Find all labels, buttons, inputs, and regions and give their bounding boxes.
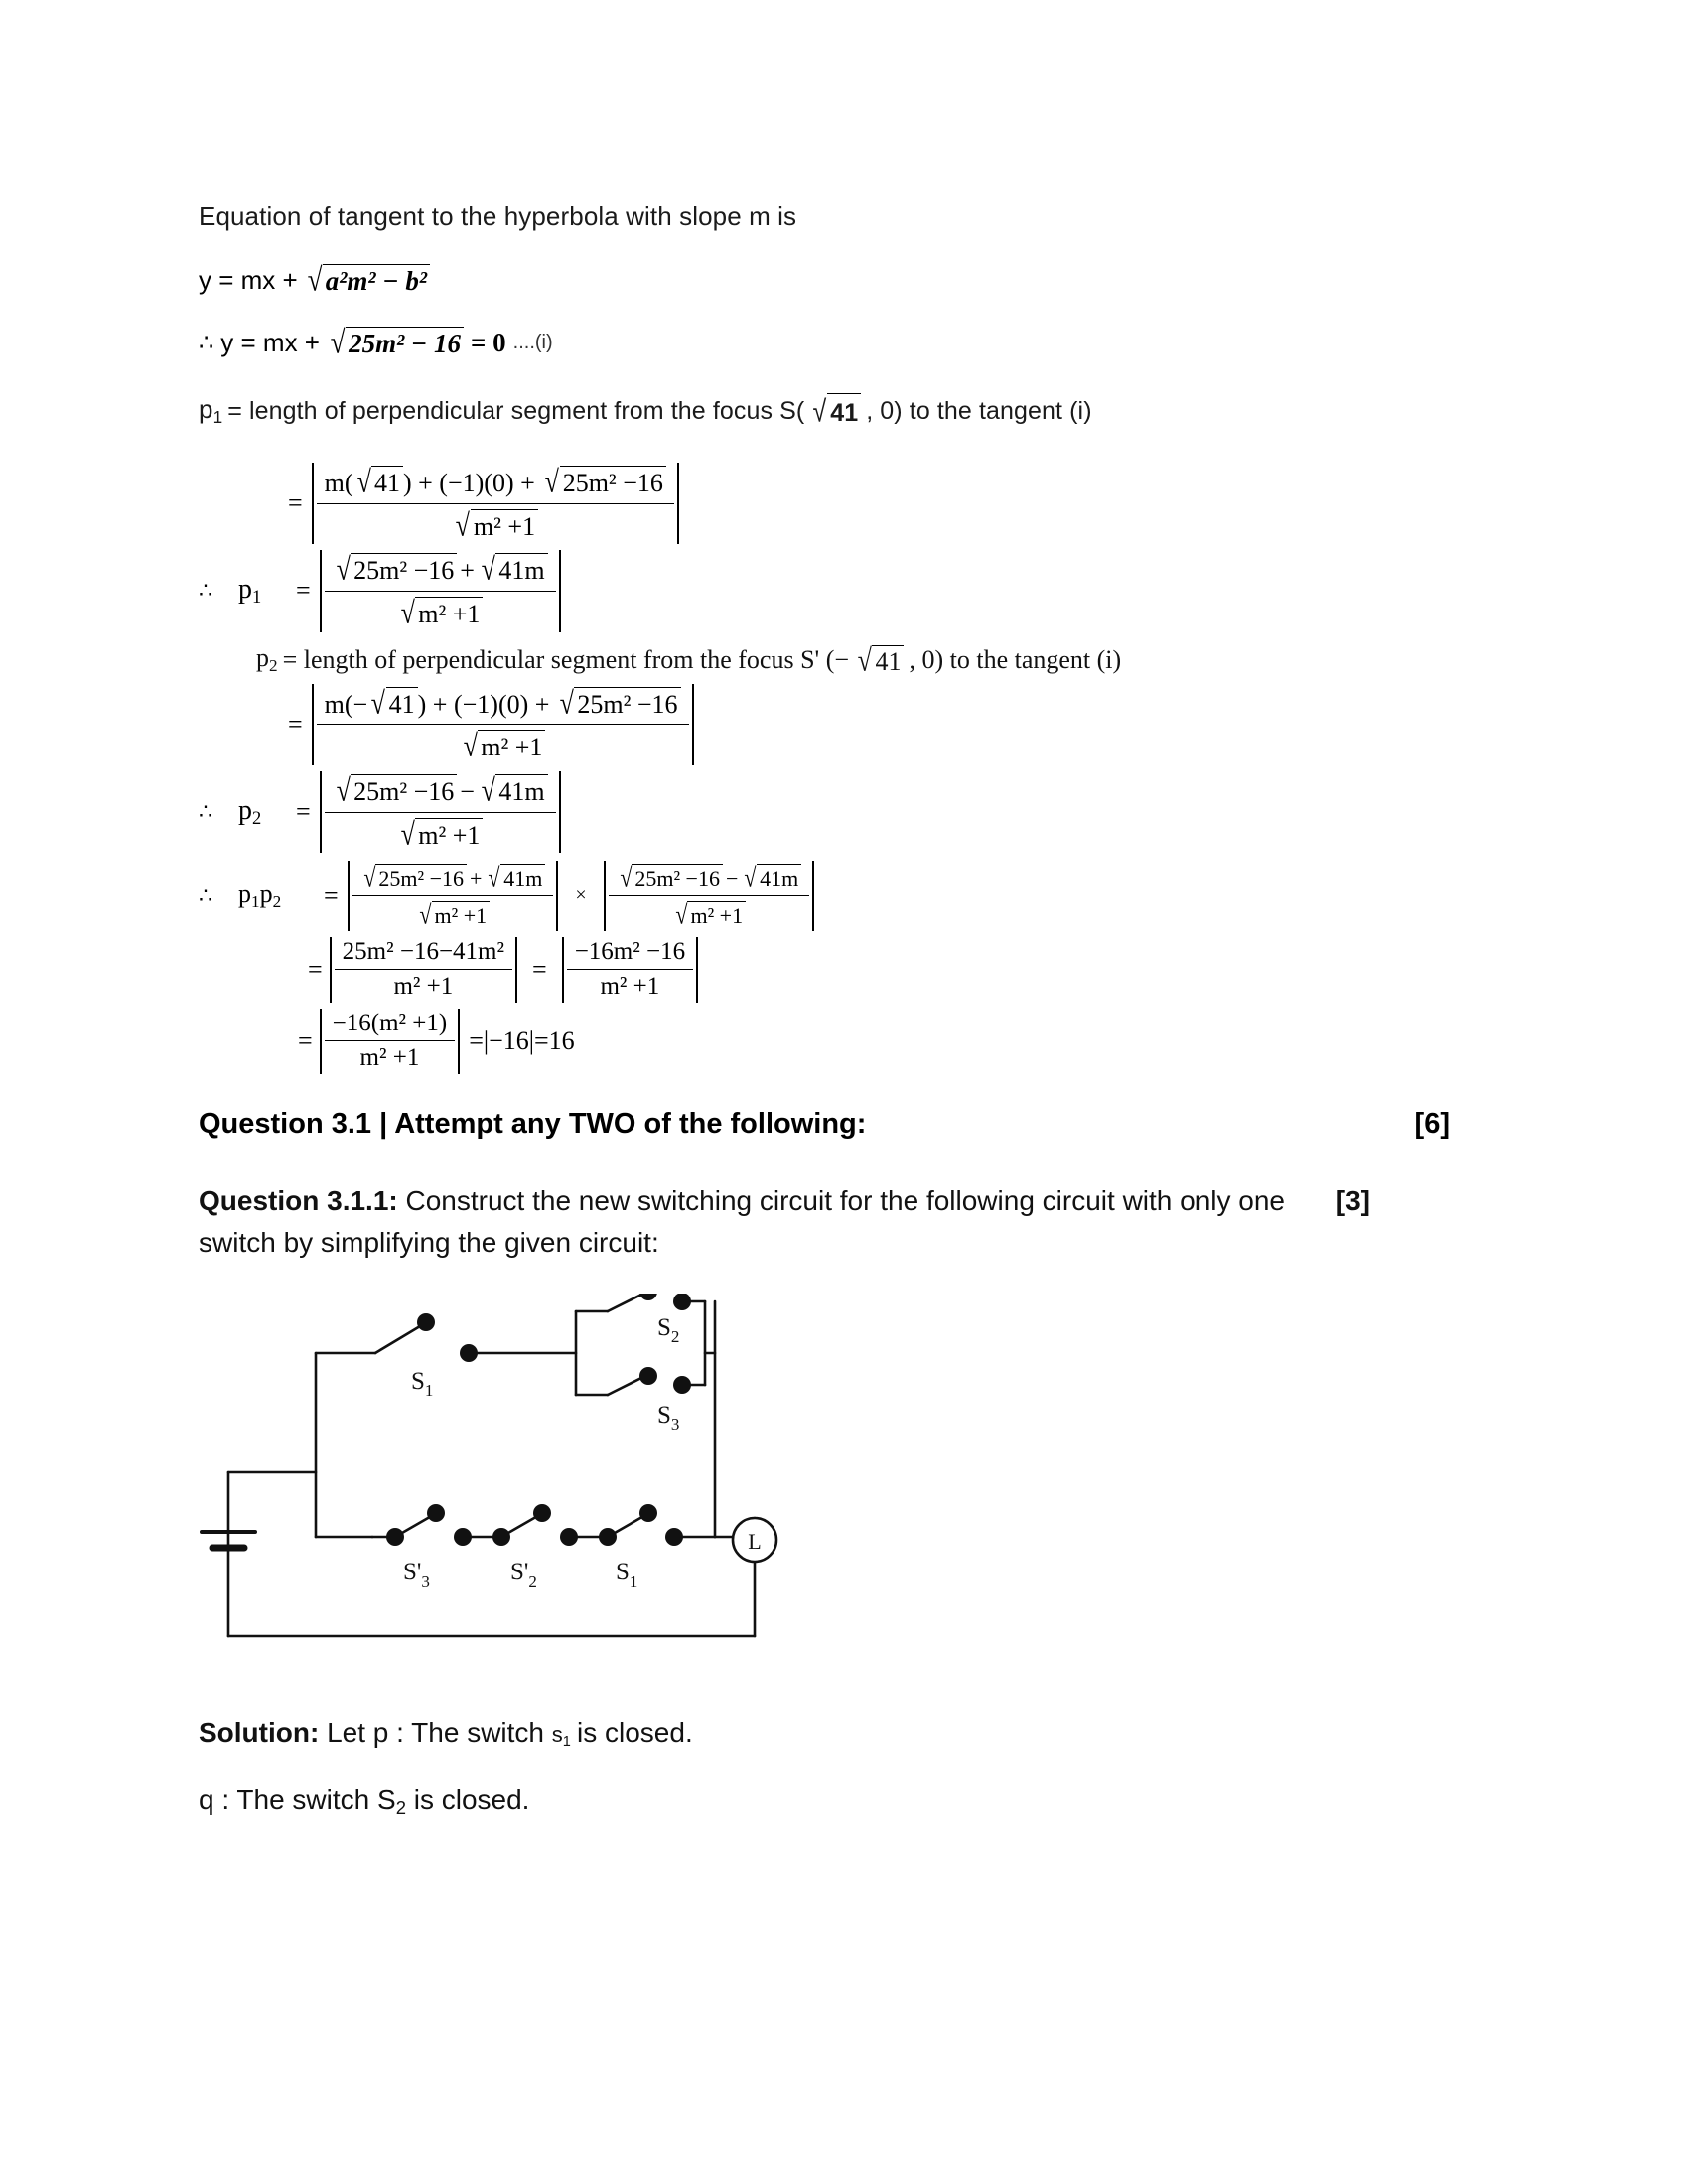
- radicand-text: 41: [827, 393, 861, 431]
- sqrt-a2m2-b2: [304, 262, 430, 299]
- radicand-text: 41: [872, 645, 904, 677]
- abs-bar-left: [312, 684, 314, 765]
- abs-bar-left: [330, 937, 332, 1003]
- abs-inner: [325, 1009, 456, 1074]
- radicand-text: m² +1: [432, 901, 491, 930]
- equals-sign: =: [308, 954, 323, 984]
- therefore-symbol-4: ∴: [199, 883, 212, 908]
- product-step2-row: [308, 937, 1450, 1003]
- abs-bar-left: [320, 550, 322, 631]
- radical-sign-icon: √: [400, 595, 415, 630]
- fraction-product-right: [609, 861, 810, 930]
- sqrt-41m: [741, 861, 801, 893]
- fraction-p2-result: [325, 771, 556, 853]
- fraction-numerator: [325, 771, 556, 813]
- p2-definition-text-before: = length of perpendicular segment from the focus S' (−: [282, 644, 850, 674]
- fraction-denominator: [609, 896, 810, 931]
- sqrt-25m2-16: [617, 861, 723, 893]
- fraction-numerator: [609, 861, 810, 896]
- radical-sign-icon: √: [370, 685, 386, 721]
- fraction-denominator: m² +1: [600, 973, 660, 1001]
- question-31-title: Question 3.1 | Attempt any TWO of the following:: [199, 1107, 867, 1140]
- p2-result-row: [199, 771, 1450, 853]
- fraction-step3: [325, 1009, 456, 1074]
- p1-label: $p_1$: [199, 394, 223, 428]
- abs-inner: [567, 937, 693, 1003]
- radicand-text: 41m: [500, 864, 545, 892]
- fraction-numerator: [352, 861, 554, 896]
- label-s3-prime: $S'_3$: [403, 1558, 430, 1591]
- radical-sign-icon: √: [463, 728, 478, 763]
- sqrt-25m2-16: [327, 325, 464, 361]
- p2-definition-text-after: , 0) to the tangent (i): [909, 644, 1122, 674]
- fraction-step2-right: [567, 937, 693, 1003]
- radical-sign-icon: √: [812, 394, 827, 429]
- radical-sign-icon: √: [456, 507, 471, 543]
- radicand-text: m² +1: [471, 509, 538, 543]
- fraction-denominator: [352, 896, 554, 931]
- lamp-label: L: [748, 1528, 762, 1554]
- abs-bar-right: [692, 684, 694, 765]
- sqrt-41-focus: [809, 389, 861, 433]
- switching-circuit-diagram: [199, 1294, 1450, 1686]
- eq-tangent-lhs: y = mx +: [199, 264, 298, 295]
- radical-sign-icon: √: [619, 862, 633, 892]
- abs-bar-right: [677, 463, 679, 544]
- abs-bar-left: [348, 861, 350, 930]
- sqrt-25m2-16: [556, 684, 681, 723]
- p1-result-row: [199, 550, 1450, 631]
- abs-bar-right: [559, 771, 561, 853]
- abs-bar-left: [562, 937, 564, 1003]
- radicand-text: a²m² − b²: [323, 264, 430, 297]
- fraction-numerator: 25m² −16−41m²: [335, 937, 512, 971]
- eq-specific-lhs: y = mx +: [220, 327, 320, 357]
- num-part-1: m(: [324, 468, 353, 497]
- final-result-text: =|−16|=16: [469, 1025, 575, 1055]
- abs-bar-left: [320, 1009, 322, 1074]
- p1-result-label: $p_1$: [238, 574, 262, 608]
- intro-text: Equation of tangent to the hyperbola with slope m is: [199, 202, 797, 231]
- radical-sign-icon: √: [307, 262, 323, 299]
- absolute-value-group: [309, 463, 682, 544]
- abs-bar-right: [515, 937, 517, 1003]
- operator-sign: +: [470, 866, 483, 891]
- circuit-terminal-dots: [386, 1294, 691, 1546]
- radicand-text: 41m: [495, 774, 547, 808]
- sqrt-41m: [485, 861, 545, 893]
- fraction-p1-result: [325, 550, 556, 631]
- question-311-block: [199, 1180, 1370, 1264]
- equals-sign: =: [296, 797, 311, 827]
- radicand-text: m² +1: [687, 901, 746, 930]
- radicand-text: 25m² −16: [375, 864, 467, 892]
- sqrt-25m2-16: [333, 771, 458, 810]
- label-s3: $S_3$: [657, 1401, 680, 1433]
- solution-line1-sub: $s_1$: [551, 1721, 571, 1750]
- therefore-symbol-1: ∴: [199, 330, 214, 356]
- fraction-denominator: [325, 592, 556, 632]
- solution-label: Solution:: [199, 1716, 320, 1748]
- sqrt-41-focus: [854, 642, 904, 678]
- sqrt-m2-plus-1: [397, 594, 484, 632]
- equation-tangent-general: [199, 262, 1450, 299]
- absolute-value-group: [317, 771, 564, 853]
- fraction-numerator: −16(m² +1): [325, 1009, 456, 1042]
- fraction-p1-expanded: [317, 463, 674, 544]
- solution-line2-text: q : The switch S: [199, 1783, 396, 1815]
- label-s1-top: $S_1$: [411, 1367, 434, 1400]
- p2-definition: [256, 642, 1450, 678]
- abs-bar-right: [458, 1009, 460, 1074]
- sqrt-25m2-16: [333, 550, 458, 589]
- sqrt-m2-plus-1: [460, 727, 546, 765]
- p2-label: $p_2$: [256, 643, 278, 676]
- fraction-p2-expanded: [317, 684, 689, 765]
- radicand-text: 41: [386, 687, 418, 721]
- radical-sign-icon: √: [336, 772, 351, 808]
- radical-sign-icon: √: [488, 862, 500, 892]
- multiplication-sign: ×: [575, 885, 587, 907]
- question-31-marks: [6]: [1414, 1107, 1450, 1140]
- absolute-value-group: [309, 684, 697, 765]
- radicand-text: 25m² −16: [351, 553, 457, 587]
- label-s1-bottom: $S_1$: [616, 1558, 638, 1591]
- minus-sign: −: [460, 777, 475, 807]
- plus-sign: +: [460, 556, 475, 586]
- product-row: [199, 861, 1450, 930]
- equation-tangent-specific: [199, 325, 1450, 361]
- equation-tag-i: ....(i): [512, 331, 553, 353]
- radical-sign-icon: √: [400, 816, 415, 852]
- radical-sign-icon: √: [356, 464, 371, 499]
- p1-definition-text-after: , 0) to the tangent (i): [866, 396, 1092, 425]
- equals-sign: =: [288, 709, 303, 739]
- p1p2-label: $p_1p_2$: [238, 880, 282, 912]
- question-311-label: Question 3.1.1:: [199, 1184, 398, 1216]
- sqrt-41: [353, 463, 403, 501]
- fraction-denominator: m² +1: [393, 973, 454, 1001]
- abs-inner: [335, 937, 512, 1003]
- radicand-text: 41: [371, 466, 403, 499]
- radicand-text: 41m: [757, 864, 801, 892]
- abs-bar-right: [812, 861, 814, 930]
- radicand-text: m² +1: [415, 818, 483, 852]
- abs-bar-left: [312, 463, 314, 544]
- num-part-1: m(−: [324, 689, 368, 719]
- sqrt-m2-plus-1: [416, 898, 490, 931]
- radical-sign-icon: √: [330, 325, 346, 361]
- abs-inner: [317, 684, 689, 765]
- p2-expanded-row: [288, 684, 1450, 765]
- therefore-symbol-3: ∴: [199, 799, 212, 825]
- absolute-value-group: [317, 1009, 464, 1074]
- radicand-text: m² +1: [415, 597, 483, 630]
- sqrt-25m2-16: [360, 861, 467, 893]
- therefore-symbol-2: ∴: [199, 578, 212, 604]
- radical-sign-icon: √: [336, 551, 351, 587]
- label-s2: $S_2$: [657, 1313, 680, 1346]
- absolute-value-group-right: [601, 861, 818, 930]
- fraction-product-left: [352, 861, 554, 930]
- radical-sign-icon: √: [544, 464, 560, 499]
- equals-sign: =: [298, 1025, 313, 1055]
- question-31-heading: [199, 1108, 1450, 1141]
- radicand-text: 25m² −16: [632, 864, 723, 892]
- fraction-denominator: [317, 504, 674, 545]
- radical-sign-icon: √: [419, 899, 432, 930]
- radicand-text: 25m² − 16: [346, 327, 464, 359]
- sqrt-25m2-16: [541, 463, 666, 501]
- equals-sign: =: [296, 576, 311, 606]
- radical-sign-icon: √: [481, 551, 495, 587]
- radical-sign-icon: √: [559, 685, 574, 721]
- absolute-value-group: [317, 550, 564, 631]
- document-content: [199, 199, 1450, 1822]
- fraction-numerator: [317, 463, 674, 504]
- radicand-text: 25m² −16: [560, 466, 666, 499]
- radical-sign-icon: √: [857, 642, 872, 678]
- fraction-denominator: [317, 725, 689, 765]
- p1-definition-text-before: = length of perpendicular segment from the focus S(: [227, 396, 805, 425]
- question-311-text: Construct the new switching circuit for the following circuit with only one switch by simplifying the given circuit:: [199, 1184, 1285, 1258]
- abs-inner: [317, 463, 674, 544]
- p1-expanded-row: [288, 463, 1450, 544]
- abs-bar-right: [556, 861, 558, 930]
- solution-line-1: [199, 1711, 1450, 1756]
- solution-line1-tail: is closed.: [577, 1716, 693, 1748]
- radical-sign-icon: √: [362, 862, 376, 892]
- circuit-switch-labels: [403, 1314, 679, 1591]
- equals-sign: =: [288, 488, 303, 518]
- sqrt-m2-plus-1: [672, 898, 746, 931]
- absolute-value-group-right: [559, 937, 701, 1003]
- abs-bar-left: [604, 861, 606, 930]
- solution-line2-tail: is closed.: [405, 1783, 530, 1815]
- eq-specific-rhs: = 0: [471, 327, 506, 357]
- abs-bar-right: [696, 937, 698, 1003]
- fraction-denominator: [325, 813, 556, 854]
- abs-inner: [352, 861, 554, 930]
- question-311-marks: [3]: [1336, 1184, 1370, 1216]
- solution-line1-text: Let p : The switch: [319, 1716, 552, 1748]
- radicand-text: 25m² −16: [574, 687, 680, 721]
- abs-inner: [325, 550, 556, 631]
- sqrt-41m: [478, 550, 548, 589]
- label-s2-prime: $S'_2$: [510, 1558, 537, 1591]
- equals-sign: =: [324, 881, 339, 910]
- radicand-text: m² +1: [478, 730, 545, 763]
- fraction-numerator: [317, 684, 689, 726]
- solution-line-2: [199, 1778, 1450, 1823]
- equals-sign-2: =: [532, 954, 547, 984]
- radical-sign-icon: √: [744, 862, 757, 892]
- num-part-2: ) + (−1)(0) +: [402, 468, 535, 497]
- p2-result-label: $p_2$: [238, 795, 262, 829]
- fraction-denominator: m² +1: [359, 1044, 420, 1072]
- abs-inner: [609, 861, 810, 930]
- radicand-text: 41m: [495, 553, 547, 587]
- radical-sign-icon: √: [675, 899, 688, 930]
- radicand-text: 25m² −16: [351, 774, 457, 808]
- fraction-numerator: −16m² −16: [567, 937, 693, 971]
- abs-bar-right: [559, 550, 561, 631]
- abs-inner: [325, 771, 556, 853]
- solution-line2-sub: 2: [395, 1796, 406, 1818]
- switch-s1-top-blade: [375, 1323, 425, 1353]
- absolute-value-group-left: [345, 861, 562, 930]
- sqrt-41: [367, 684, 417, 723]
- product-step3-row: [298, 1009, 1450, 1074]
- abs-bar-left: [320, 771, 322, 853]
- fraction-step2-left: [335, 937, 512, 1003]
- fraction-numerator: [325, 550, 556, 592]
- sqrt-m2-plus-1: [397, 815, 484, 854]
- sqrt-m2-plus-1: [452, 506, 538, 545]
- num-part-2: ) + (−1)(0) +: [417, 689, 550, 719]
- circuit-svg: [199, 1294, 894, 1681]
- absolute-value-group-left: [327, 937, 520, 1003]
- sqrt-41m: [478, 771, 548, 810]
- operator-sign: −: [725, 866, 739, 891]
- radical-sign-icon: √: [481, 772, 495, 808]
- p1-definition: [199, 389, 1450, 433]
